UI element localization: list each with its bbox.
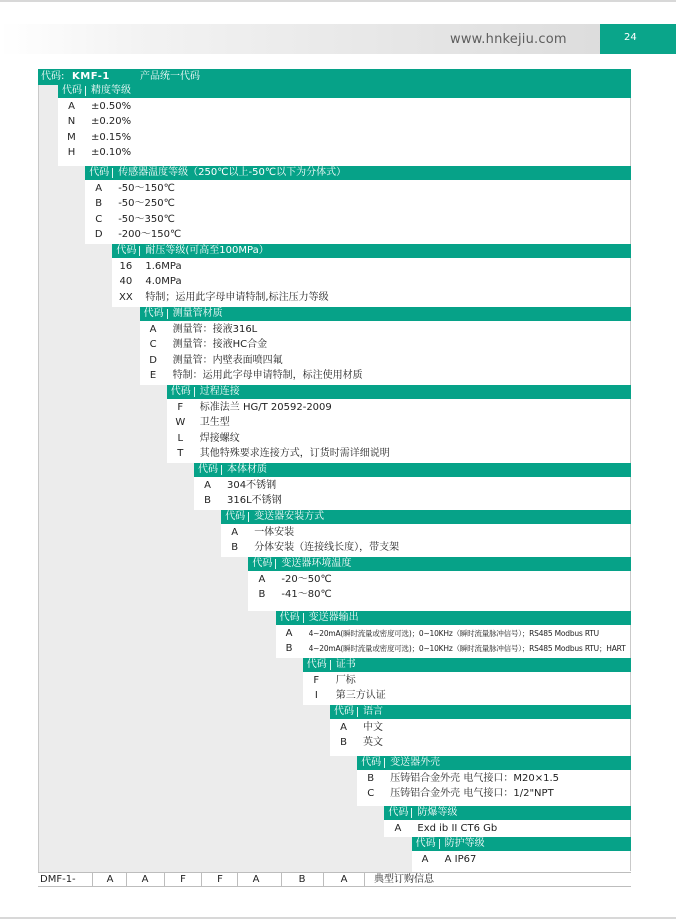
code-label: 代码 xyxy=(170,386,191,397)
divider xyxy=(248,512,249,522)
option-code: M xyxy=(67,131,76,143)
indent-strip xyxy=(112,307,139,886)
option-code: A xyxy=(258,574,266,585)
option-description: -41～80℃ xyxy=(281,589,332,601)
bottom-border xyxy=(0,917,676,919)
code-label: 代码 xyxy=(198,464,218,475)
section-title: 证书 xyxy=(335,659,356,670)
option-description: 卫生型 xyxy=(199,417,230,429)
example-code-cell: A xyxy=(252,874,260,885)
option-description: 特制：运用此字母申请特制，标注使用材质 xyxy=(172,370,363,382)
option-description: -50～250℃ xyxy=(118,198,175,210)
option-description: ±0.20% xyxy=(91,116,132,128)
option-code: N xyxy=(67,116,76,128)
divider xyxy=(384,758,385,768)
option-code: XX xyxy=(119,291,133,303)
section-header-bar xyxy=(194,463,631,477)
example-code-cell: B xyxy=(298,874,306,885)
code-label: 代码 xyxy=(388,807,409,818)
option-description: 其他特殊要求连接方式，订货时需详细说明 xyxy=(199,448,390,460)
option-code: B xyxy=(340,737,347,749)
option-code: F xyxy=(177,402,184,413)
example-cell-divider xyxy=(164,873,165,886)
option-description: 1.6MPa xyxy=(145,261,182,272)
section-header-bar xyxy=(330,705,631,719)
example-code-cell: F xyxy=(180,874,186,885)
indent-strip xyxy=(58,166,85,886)
option-description: 316L不锈钢 xyxy=(227,495,282,507)
code-label: 代码 xyxy=(116,245,137,256)
page-number: 24 xyxy=(624,32,637,43)
option-code: 16 xyxy=(119,261,133,272)
option-code: B xyxy=(204,495,211,507)
option-description: Exd ib II CT6 Gb xyxy=(417,823,498,834)
option-code: C xyxy=(149,339,157,351)
divider xyxy=(330,660,331,670)
option-description: 304不锈钢 xyxy=(227,480,277,491)
section-title: 变送器环境温度 xyxy=(281,558,352,569)
example-code-cell: A xyxy=(340,874,348,885)
option-code: D xyxy=(149,354,157,366)
section-title: 过程连接 xyxy=(199,386,240,397)
option-code: A xyxy=(421,854,429,865)
code-label: 代码 xyxy=(252,558,273,569)
option-code: A xyxy=(68,101,75,112)
section-header-bar xyxy=(112,244,631,258)
option-code: A xyxy=(285,628,293,639)
header-band xyxy=(0,24,676,54)
option-description: 特制；运用此字母申请特制,标注压力等级 xyxy=(145,291,329,303)
section-header-bar xyxy=(357,756,631,770)
option-description: 4.0MPa xyxy=(145,276,182,288)
divider xyxy=(112,168,113,178)
option-code: I xyxy=(314,690,318,702)
right-rule xyxy=(630,84,631,871)
option-description: 标准法兰 HG/T 20592-2009 xyxy=(199,402,332,413)
example-cell-divider xyxy=(281,873,282,886)
option-code: H xyxy=(67,147,76,159)
indent-strip xyxy=(248,611,275,886)
section-header-bar xyxy=(167,385,631,399)
divider xyxy=(167,309,168,319)
example-code-cell: A xyxy=(106,874,114,885)
section-title: 防爆等级 xyxy=(417,807,458,818)
indent-strip xyxy=(276,658,303,886)
section-header-bar xyxy=(85,166,631,180)
indent-strip xyxy=(85,244,112,886)
option-code: B xyxy=(258,589,266,601)
option-description: 测量管：接液HC合金 xyxy=(172,339,268,351)
option-description: 压铸铝合金外壳 电气接口：M20×1.5 xyxy=(390,773,560,784)
section-header-bar xyxy=(384,806,631,820)
indent-strip xyxy=(221,557,248,886)
option-description: 测量管：内壁表面喷四氟 xyxy=(172,354,283,366)
code-label: 代码 xyxy=(415,838,436,849)
option-description: 厂标 xyxy=(335,675,356,686)
option-description: -50～150℃ xyxy=(118,183,175,194)
model-code: KMF-1 xyxy=(72,71,110,82)
option-code: B xyxy=(367,773,375,784)
section-header-bar xyxy=(303,658,631,672)
option-code: E xyxy=(149,370,157,382)
section-header-bar xyxy=(412,837,631,851)
option-code: A xyxy=(204,480,211,491)
option-description: 焊接螺纹 xyxy=(199,432,240,444)
option-code: A xyxy=(95,183,103,194)
option-description: 英文 xyxy=(363,737,383,749)
page-number-badge xyxy=(600,24,676,54)
section-header-bar xyxy=(276,611,631,625)
option-code: C xyxy=(367,788,375,800)
indent-strip xyxy=(330,756,357,886)
divider xyxy=(357,707,358,717)
code-label: 代码 xyxy=(62,85,82,96)
section-title: 精度等级 xyxy=(91,85,131,96)
divider xyxy=(139,246,140,256)
option-description: ±0.50% xyxy=(91,101,132,112)
option-code: A xyxy=(231,527,239,538)
option-description: 第三方认证 xyxy=(335,690,386,702)
option-description: 分体安装（连接线长度），带支架 xyxy=(254,542,400,554)
main-code-prefix: 代码: xyxy=(41,71,65,82)
option-description: 一体安装 xyxy=(254,527,295,538)
section-title: 防护等级 xyxy=(444,838,485,849)
option-description: 压铸铝合金外壳 电气接口：1/2"NPT xyxy=(390,788,554,800)
section-title: 耐压等级(可高至100MPa） xyxy=(145,245,269,256)
code-label: 代码 xyxy=(89,167,110,178)
main-code-title: 产品统一代码 xyxy=(140,71,200,82)
code-label: 代码 xyxy=(334,706,354,717)
indent-strip xyxy=(167,463,194,886)
left-rule xyxy=(38,69,39,886)
option-description: 4~20mA(瞬时流量或密度可选)；0~10KHz（瞬时流量脉冲信号）；RS485 Modbus RTU xyxy=(308,629,599,638)
website-url: www.hnkejiu.com xyxy=(450,32,567,47)
option-description: -20～50℃ xyxy=(281,574,332,585)
indent-strip xyxy=(38,84,58,886)
example-cell-divider xyxy=(92,873,93,886)
code-label: 代码 xyxy=(225,511,246,522)
option-description: -50～350℃ xyxy=(118,213,175,225)
code-label: 代码 xyxy=(279,612,300,623)
divider xyxy=(439,839,440,849)
divider xyxy=(303,613,304,623)
example-cell-divider xyxy=(364,873,365,886)
divider xyxy=(85,86,86,96)
example-code-cell: A xyxy=(141,874,149,885)
option-description: -200～150℃ xyxy=(118,229,182,241)
option-code: B xyxy=(285,643,293,655)
option-code: W xyxy=(175,417,186,429)
main-code-bar xyxy=(38,69,631,85)
example-cell-divider xyxy=(126,873,127,886)
option-code: C xyxy=(95,213,103,225)
top-border xyxy=(0,0,676,2)
section-header-bar xyxy=(140,307,631,321)
indent-strip xyxy=(303,705,330,886)
option-description: 4~20mA(瞬时流量或密度可选)；0~10KHz（瞬时流量脉冲信号）；RS485 Modbus RTU；HART xyxy=(308,644,626,654)
example-prefix: DMF-1- xyxy=(40,874,76,885)
example-note: 典型订购信息 xyxy=(374,874,434,885)
option-code: 40 xyxy=(119,276,133,288)
section-title: 测量管材质 xyxy=(172,308,223,319)
divider xyxy=(411,808,412,818)
section-title: 本体材质 xyxy=(227,464,267,475)
option-code: A xyxy=(340,722,347,733)
option-code: L xyxy=(177,432,184,444)
section-header-bar xyxy=(221,510,631,524)
code-label: 代码 xyxy=(306,659,327,670)
option-description: 测量管：接液316L xyxy=(172,324,258,335)
option-code: D xyxy=(94,229,103,241)
example-cell-divider xyxy=(237,873,238,886)
option-description: ±0.10% xyxy=(91,147,132,159)
section-title: 语言 xyxy=(363,706,383,717)
section-title: 变送器输出 xyxy=(308,612,359,623)
divider xyxy=(221,465,222,475)
option-description: A IP67 xyxy=(444,854,477,865)
code-label: 代码 xyxy=(361,757,382,768)
option-code: T xyxy=(177,448,184,460)
section-header-bar xyxy=(58,84,631,98)
example-code-cell: F xyxy=(217,874,223,885)
section-title: 传感器温度等级（250℃以上-50℃以下为分体式） xyxy=(118,167,347,178)
section-title: 变送器安装方式 xyxy=(254,511,325,522)
example-cell-divider xyxy=(201,873,202,886)
code-label: 代码 xyxy=(143,308,164,319)
option-description: 中文 xyxy=(363,722,383,733)
option-code: A xyxy=(394,823,402,834)
option-code: F xyxy=(313,675,320,686)
divider xyxy=(275,559,276,569)
option-code: B xyxy=(95,198,103,210)
indent-strip xyxy=(140,385,167,886)
divider xyxy=(194,387,195,397)
indent-strip xyxy=(194,510,221,886)
example-order-row xyxy=(38,872,631,887)
option-code: B xyxy=(231,542,239,554)
section-header-bar xyxy=(248,557,631,571)
example-cell-divider xyxy=(323,873,324,886)
option-code: A xyxy=(149,324,157,335)
section-title: 变送器外壳 xyxy=(390,757,441,768)
option-description: ±0.15% xyxy=(91,131,132,143)
